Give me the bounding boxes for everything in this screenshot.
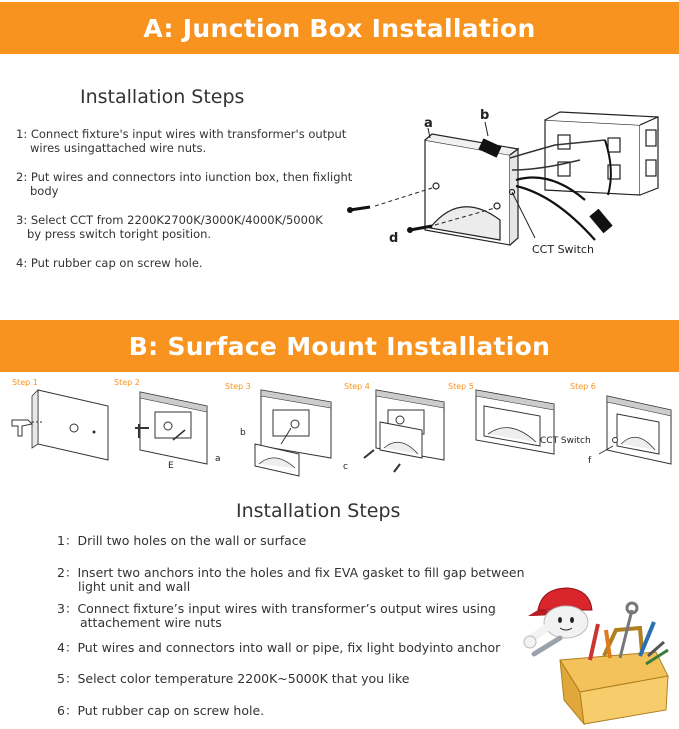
section-b-step-1: 1：Drill two holes on the wall or surface	[57, 533, 307, 548]
step-2-label: Step 2	[114, 378, 140, 387]
section-a-steps-title: Installation Steps	[80, 86, 245, 108]
section-a-step-1: 1: Connect fixture's input wires with transformer's output	[16, 127, 347, 141]
step-3-label: Step 3	[225, 382, 251, 391]
step-1-diagram	[8, 388, 113, 463]
step-5-diagram	[462, 388, 562, 458]
section-b-step-5: 5：Select color temperature 2200K~5000K that you like	[57, 671, 410, 686]
section-a-step-3-cont: by press switch toright position.	[27, 227, 212, 241]
section-b-step-2-cont: light unit and wall	[78, 579, 191, 594]
step-6-label: Step 6	[570, 382, 596, 391]
section-a-step-1-cont: wires usingattached wire nuts.	[30, 141, 207, 155]
label-d: d	[389, 231, 399, 246]
section-a-title: A: Junction Box Installation	[143, 13, 536, 43]
step-4-label: Step 4	[344, 382, 370, 391]
label-e: E	[168, 461, 174, 471]
step-2-diagram	[115, 388, 220, 468]
label-cct-switch: CCT Switch	[532, 243, 594, 256]
section-b-step-3: 3：Connect fixture’s input wires with transformer’s output wires using	[57, 601, 496, 616]
toolbox-mascot-illustration	[520, 580, 672, 726]
label-b: b	[480, 108, 490, 123]
section-b-title: B: Surface Mount Installation	[128, 331, 551, 361]
section-a-step-2-cont: body	[30, 184, 59, 198]
section-a-banner	[0, 2, 679, 54]
step-1-label: Step 1	[12, 378, 38, 387]
step-5-label: Step 5	[448, 382, 474, 391]
section-b-step-2: 2：Insert two anchors into the holes and fix EVA gasket to fill gap between	[57, 565, 525, 580]
section-b-step-3-cont: attachement wire nuts	[80, 615, 222, 630]
section-a-step-4: 4: Put rubber cap on screw hole.	[16, 256, 203, 270]
section-a-step-2: 2: Put wires and connectors into iunction box, then fixlight	[16, 170, 353, 184]
label-c: c	[343, 462, 348, 472]
section-b-banner	[0, 320, 679, 372]
section-b-step-4: 4：Put wires and connectors into wall or pipe, fix light bodyinto anchor	[57, 640, 501, 655]
section-a-step-3: 3: Select CCT from 2200K2700K/3000K/4000K/5000K	[16, 213, 323, 227]
label-f: f	[588, 456, 592, 466]
step-4-diagram	[344, 388, 449, 478]
label-b-step3: b	[240, 428, 246, 438]
label-a: a	[424, 116, 433, 131]
section-b-steps-title: Installation Steps	[236, 500, 401, 522]
label-cct-switch-step6: CCT Switch	[540, 436, 591, 446]
section-b-step-6: 6：Put rubber cap on screw hole.	[57, 703, 265, 718]
label-a-step3: a	[215, 454, 221, 464]
step-6-diagram	[595, 388, 675, 468]
